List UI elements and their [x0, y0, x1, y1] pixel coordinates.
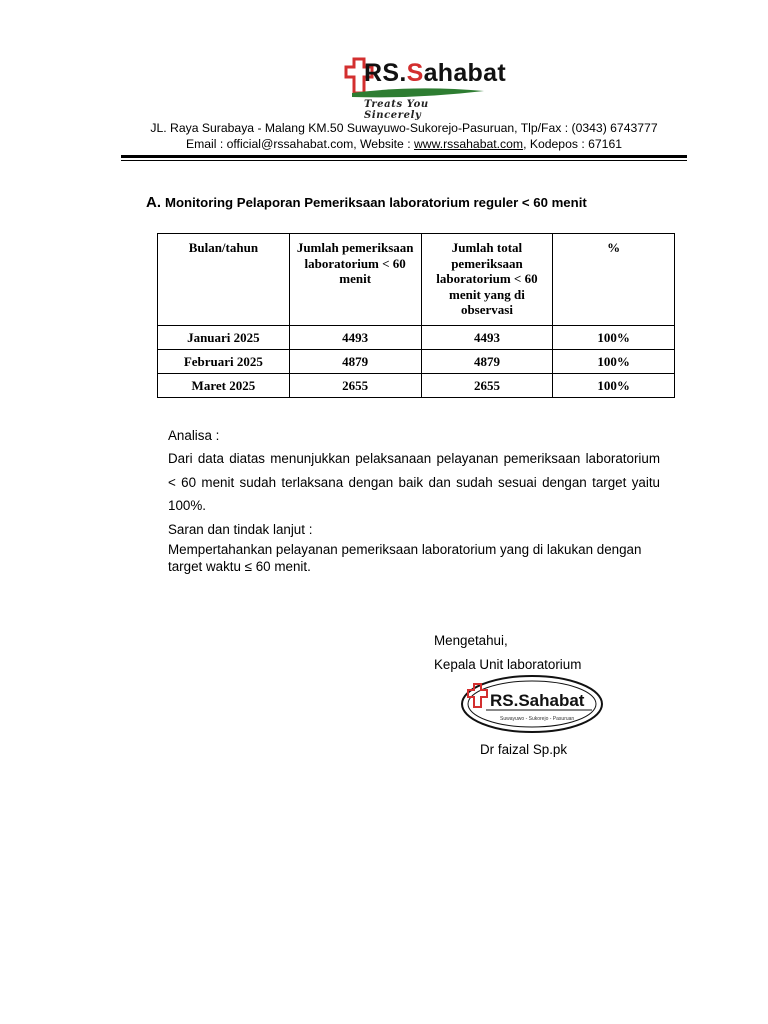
contact-line: [0, 136, 768, 152]
cell-total-observed: 4493: [421, 326, 553, 350]
letterhead-divider-thick: [121, 155, 687, 158]
header-percent: %: [553, 234, 675, 326]
table-row: [158, 326, 675, 350]
kodepos-text: , Kodepos : 67161: [523, 137, 622, 151]
analysis-section: [168, 424, 660, 541]
stamp-wordmark: RS.Sahabat: [490, 691, 585, 710]
header-total-observed: Jumlah total pemeriksaan laboratorium < 60 menit yang di observasi: [421, 234, 553, 326]
cell-exam-count: 4879: [289, 350, 421, 374]
cell-percent: 100%: [553, 350, 675, 374]
address-line: JL. Raya Surabaya - Malang KM.50 Suwayuwo-Sukorejo-Pasuruan, Tlp/Fax : (0343) 6743777: [150, 121, 658, 135]
analysis-text: Dari data diatas menunjukkan pelaksanaan pelayanan pemeriksaan laboratorium < 60 menit sudah terlaksana dengan baik dan sudah sesuai dengan target yaitu 100%.: [168, 451, 660, 514]
signer-position: Kepala Unit laboratorium: [434, 656, 582, 672]
signature-block: [434, 629, 581, 676]
letterhead-divider-thin: [121, 160, 687, 161]
stamp-seal-icon: [460, 674, 604, 734]
followup-label: Saran dan tindak lanjut :: [168, 521, 313, 537]
section-title: Monitoring Pelaporan Pemeriksaan laboratorium reguler < 60 menit: [165, 195, 587, 210]
monitoring-table: [157, 233, 675, 398]
followup-text: Mempertahankan pelayanan pemeriksaan laboratorium yang di lakukan dengan target waktu ≤ 60 menit.: [168, 542, 642, 574]
cell-month: Januari 2025: [158, 326, 290, 350]
stamp-location: Suwayuwo - Sukorejo - Pasuruan: [500, 716, 575, 722]
analysis-label: Analisa :: [168, 428, 220, 443]
logo-wordmark: RS.Sahabat: [364, 59, 506, 87]
cell-percent: 100%: [553, 326, 675, 350]
website-label: , Website :: [353, 137, 414, 151]
table-row: [158, 374, 675, 398]
cell-total-observed: 2655: [421, 374, 553, 398]
website-link[interactable]: www.rssahabat.com: [414, 137, 524, 151]
cell-percent: 100%: [553, 374, 675, 398]
cell-month: Maret 2025: [158, 374, 290, 398]
letterhead-address: [0, 120, 768, 152]
signer-name: Dr faizal Sp.pk: [480, 742, 568, 757]
hospital-logo: [344, 55, 506, 121]
cell-exam-count: 4493: [289, 326, 421, 350]
cell-month: Februari 2025: [158, 350, 290, 374]
hospital-stamp: [460, 674, 604, 734]
cell-exam-count: 2655: [289, 374, 421, 398]
section-heading: [146, 194, 587, 211]
email-text: Email : official@rssahabat.com: [185, 137, 354, 151]
table-row: [158, 350, 675, 374]
header-exam-count: Jumlah pemeriksaan laboratorium < 60 menit: [289, 234, 421, 326]
acknowledged-label: Mengetahui,: [434, 633, 508, 648]
logo-tagline: Treats You Sincerely: [364, 99, 429, 121]
section-letter: A.: [146, 194, 161, 211]
table-header-row: [158, 234, 675, 326]
header-month: Bulan/tahun: [158, 234, 290, 326]
cell-total-observed: 4879: [421, 350, 553, 374]
